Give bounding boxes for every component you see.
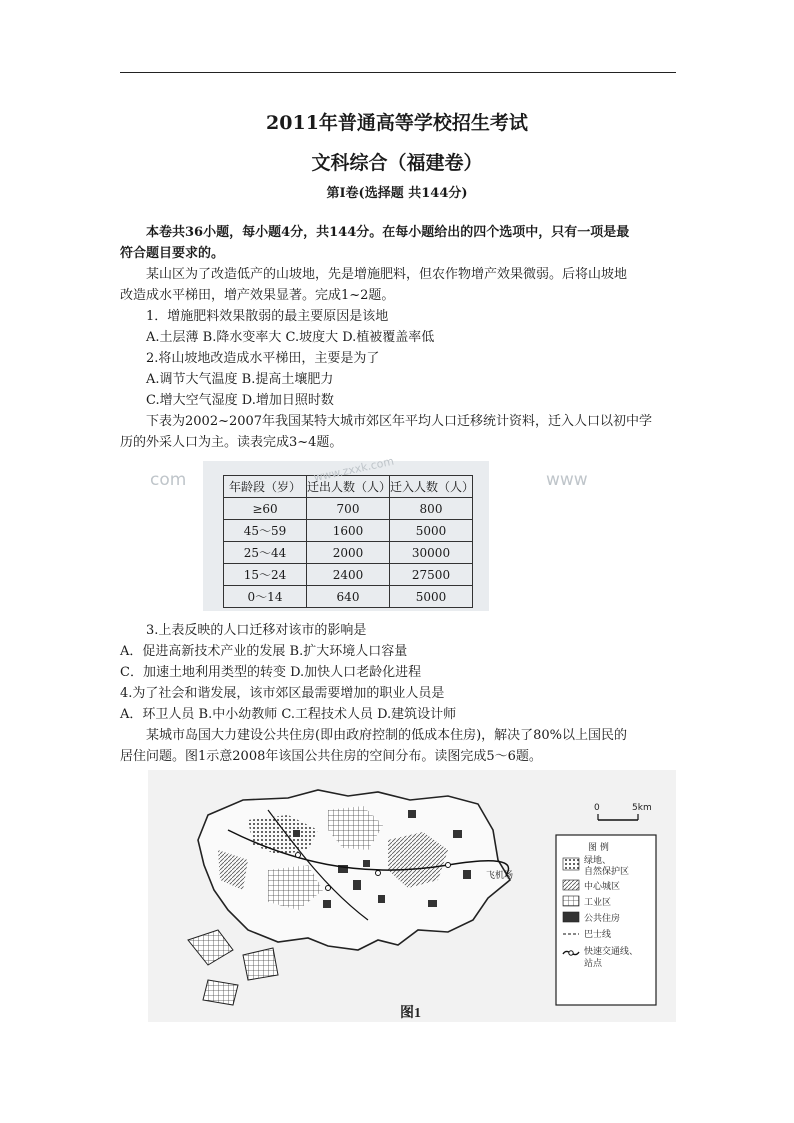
- legend-item: 快速交通线、: [584, 947, 639, 957]
- island-map-svg: [148, 770, 676, 1022]
- map-legend: [556, 835, 656, 1005]
- question-1-options: A.土层薄 B.降水变率大 C.坡度大 D.植被覆盖率低: [146, 330, 435, 345]
- intro-line-2: 符合题目要求的。: [120, 246, 225, 261]
- q34-stem-line-2: 历的外采人口为主。读表完成3~4题。: [120, 435, 343, 450]
- southwest-islands: [188, 930, 278, 1005]
- table-row: [224, 564, 473, 586]
- header-rule: [120, 72, 676, 73]
- q34-stem-line-1: 下表为2002~2007年我国某特大城市郊区年平均人口迁移统计资料，迁入人口以初中学: [146, 414, 653, 429]
- table-cell: 640: [307, 586, 390, 608]
- table-cell: ≥60: [224, 498, 307, 520]
- legend-item: 站点: [584, 959, 603, 969]
- table-cell: 25～44: [224, 542, 307, 564]
- scale-zero: 0: [594, 803, 600, 813]
- legend-title: 图 例: [588, 843, 609, 853]
- question-2-options-ab: A.调节大气温度 B.提高土壤肥力: [146, 372, 334, 387]
- question-3: 3.上表反映的人口迁移对该市的影响是: [146, 623, 367, 638]
- table-cell: 800: [390, 498, 473, 520]
- q56-stem-line-2: 居住问题。图1示意2008年该国公共住房的空间分布。读图完成5～6题。: [120, 749, 542, 764]
- table-row: [224, 520, 473, 542]
- table-cell: 5000: [390, 520, 473, 542]
- question-3-options-ab: A．促进高新技术产业的发展 B.扩大环境人口容量: [120, 644, 408, 659]
- table-header-cell: 年龄段（岁）: [224, 476, 307, 498]
- table-cell: 15～24: [224, 564, 307, 586]
- table-cell: 2000: [307, 542, 390, 564]
- migration-table: [223, 475, 473, 608]
- figure-1-map: [148, 770, 676, 1022]
- table-row: [224, 498, 473, 520]
- table-cell: 45～59: [224, 520, 307, 542]
- legend-item: 自然保护区: [584, 867, 630, 877]
- q56-stem-line-1: 某城市岛国大力建设公共住房(即由政府控制的低成本住房)，解决了80%以上国民的: [146, 728, 628, 743]
- exam-title: 2011年普通高等学校招生考试: [266, 112, 528, 134]
- watermark-right: www: [546, 470, 588, 490]
- intro-line-1: 本卷共36小题，每小题4分，共144分。在每小题给出的四个选项中，只有一项是最: [146, 225, 630, 240]
- legend-item: 中心城区: [584, 882, 621, 892]
- question-4: 4.为了社会和谐发展，该市郊区最需要增加的职业人员是: [120, 686, 445, 701]
- legend-item: 工业区: [584, 898, 612, 908]
- q12-stem-line-1: 某山区为了改造低产的山坡地，先是增施肥料，但农作物增产效果微弱。后将山坡地: [146, 267, 628, 282]
- legend-item: 绿地、: [584, 856, 612, 866]
- exam-subtitle: 文科综合（福建卷）: [311, 152, 483, 174]
- table-row: [224, 586, 473, 608]
- watermark-center: www.zxxk.com: [312, 454, 396, 485]
- question-2-options-cd: C.增大空气湿度 D.增加日照时数: [146, 393, 334, 408]
- scale-label: 5km: [632, 803, 652, 813]
- migration-table-panel: [203, 454, 489, 611]
- table-cell: 700: [307, 498, 390, 520]
- legend-item: 公共住房: [584, 914, 621, 924]
- scale-bar: [594, 803, 652, 820]
- table-cell: 30000: [390, 542, 473, 564]
- question-4-options: A．环卫人员 B.中小幼教师 C.工程技术人员 D.建筑设计师: [120, 707, 457, 722]
- airport-label: 飞机场: [486, 871, 514, 881]
- question-2: 2.将山坡地改造成水平梯田，主要是为了: [146, 351, 380, 366]
- legend-item: 巴士线: [584, 930, 612, 940]
- table-row: [224, 542, 473, 564]
- table-cell: 27500: [390, 564, 473, 586]
- question-3-options-cd: C．加速土地利用类型的转变 D.加快人口老龄化进程: [120, 665, 422, 680]
- watermark-left: com: [150, 470, 187, 490]
- table-cell: 2400: [307, 564, 390, 586]
- table-cell: 5000: [390, 586, 473, 608]
- question-1: 1．增施肥料效果散弱的最主要原因是该地: [146, 309, 389, 324]
- section-heading: 第Ⅰ卷(选择题 共144分): [326, 186, 468, 201]
- table-cell: 0～14: [224, 586, 307, 608]
- figure-caption: 图1: [400, 1006, 421, 1021]
- table-cell: 1600: [307, 520, 390, 542]
- table-header-cell: 迁入人数（人）: [390, 476, 473, 498]
- q12-stem-line-2: 改造成水平梯田，增产效果显著。完成1~2题。: [120, 288, 395, 303]
- table-header-row: [224, 476, 473, 498]
- table-header-cell: 迁出人数（人）: [307, 476, 390, 498]
